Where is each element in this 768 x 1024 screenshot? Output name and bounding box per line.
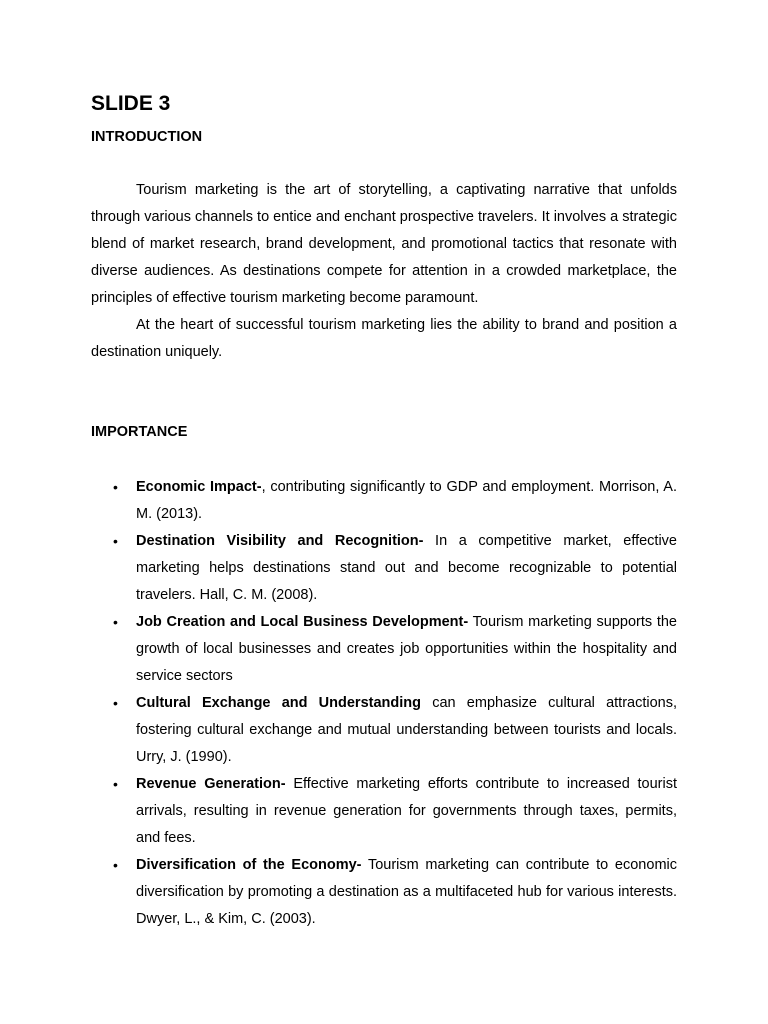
bullet-icon: • (113, 776, 118, 792)
list-item-text: In a competitive market, effective marketing helps destinations stand out and become recognizable to potential travelers. Hall, C. M. (2008). (136, 533, 677, 603)
list-item-label: Destination Visibility and Recognition- (136, 533, 424, 549)
intro-paragraph: Tourism marketing is the art of storytelling, a captivating narrative that unfolds through various channels to entice and enchant prospective travelers. It involves a strategic blend of market research, brand development, and promotional tactics that resonate with diverse audiences. As destinations compete for attention in a crowded marketplace, the principles of effective tourism marketing become paramount. (91, 182, 677, 306)
bullet-icon: • (113, 695, 118, 711)
list-item (113, 528, 677, 609)
list-item (113, 474, 678, 528)
bullet-icon: • (113, 614, 118, 630)
list-item (113, 771, 678, 852)
list-item (113, 852, 677, 933)
bullet-icon: • (113, 533, 118, 549)
list-item-label: Cultural Exchange and Understanding (136, 695, 421, 711)
slide-title: SLIDE 3 (91, 92, 171, 115)
importance-list (113, 474, 678, 933)
list-item (113, 690, 678, 771)
bullet-icon: • (113, 857, 118, 873)
list-item-label: Revenue Generation- (136, 776, 286, 792)
bullet-icon: • (113, 479, 118, 495)
list-item-text: Tourism marketing can contribute to economic diversification by promoting a destination as a multifaceted hub for various interests. Dwyer, L., & Kim, C. (2003). (136, 857, 677, 927)
list-item-label: Economic Impact- (136, 479, 262, 495)
list-item-text: Effective marketing efforts contribute to increased tourist arrivals, resulting in revenue generation for governments through taxes, permits, and fees. (136, 776, 678, 846)
intro-paragraph: At the heart of successful tourism marketing lies the ability to brand and position a destination uniquely. (91, 317, 677, 360)
list-item (113, 609, 677, 690)
list-item-label: Diversification of the Economy- (136, 857, 362, 873)
list-item-label: Job Creation and Local Business Development- (136, 614, 469, 630)
list-item-text: Tourism marketing supports the growth of local businesses and creates job opportunities within the hospitality and service sectors (136, 614, 677, 684)
introduction-body (91, 177, 677, 366)
list-item-text: , contributing significantly to GDP and employment. Morrison, A. M. (2013). (136, 479, 678, 522)
introduction-heading: INTRODUCTION (91, 129, 203, 145)
importance-heading: IMPORTANCE (91, 424, 188, 440)
list-item-text: can emphasize cultural attractions, fostering cultural exchange and mutual understanding between tourists and locals. Urry, J. (1990). (136, 695, 678, 765)
